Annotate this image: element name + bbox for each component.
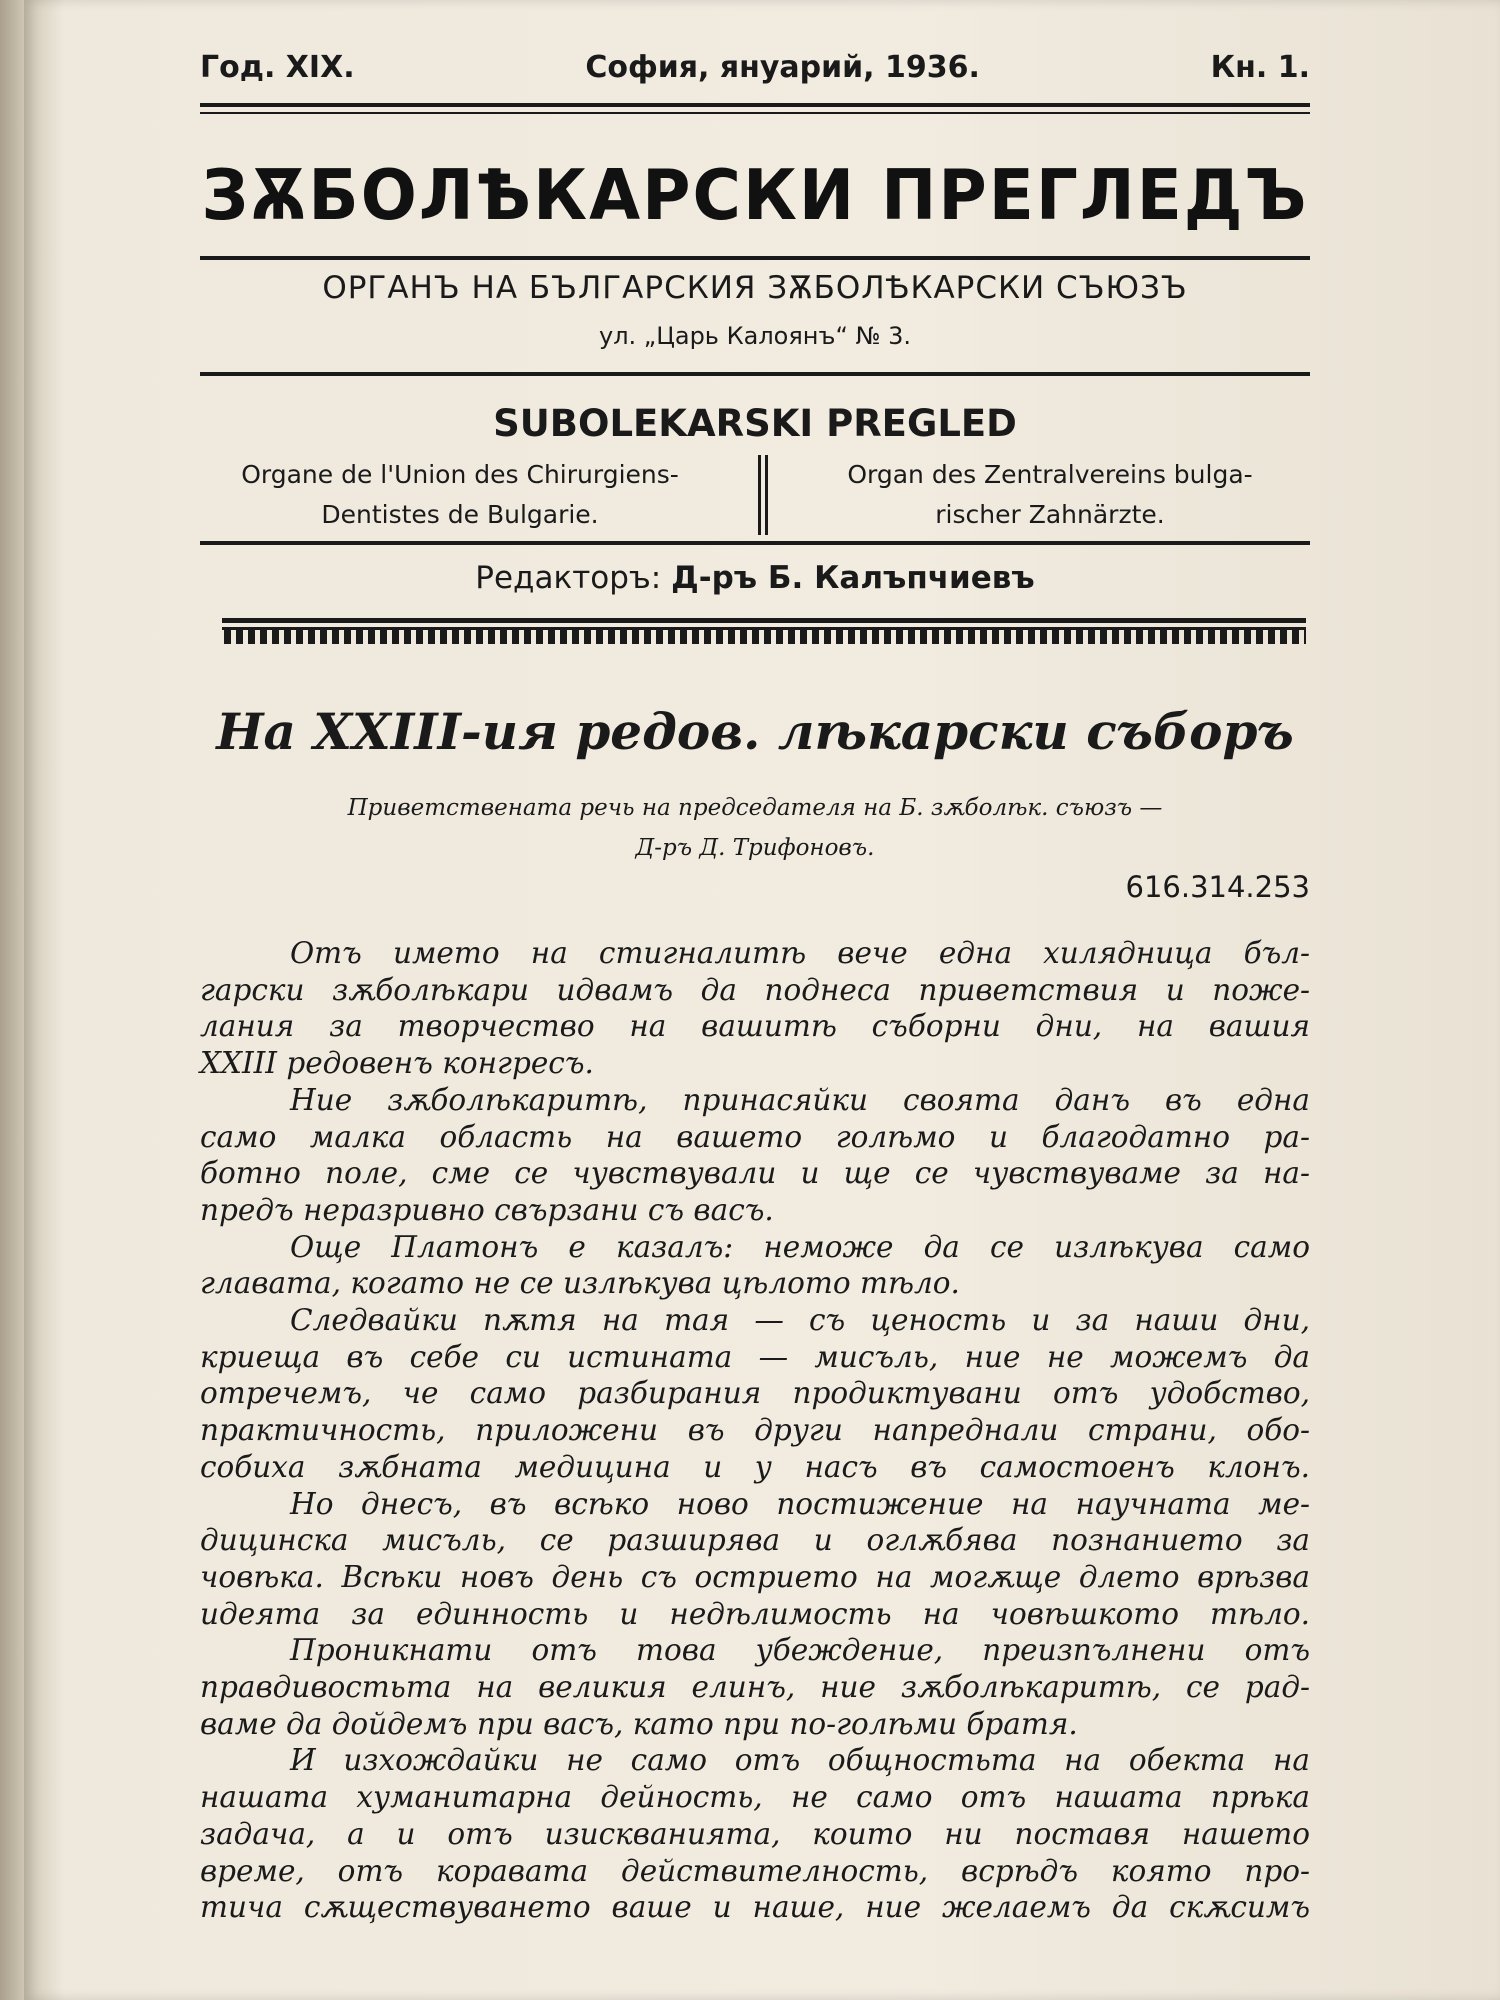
organ-french (200, 455, 720, 535)
body-line: XXIII редовенъ конгресъ. (200, 1046, 594, 1081)
body-line: ваме да дойдемъ при васъ, като при по-голѣми братя. (200, 1706, 1078, 1741)
organ-german-line-1: Organ des Zentralvereins bulga- (847, 460, 1253, 489)
article-title: На XXIII-ия редов. лѣкарски съборъ (216, 702, 1294, 761)
body-line: време, отъ коравата действителность, всрѣдъ която про- (200, 1853, 1310, 1888)
issue-place-date: София, януарий, 1936. (585, 50, 980, 85)
organ-german-line-2: rischer Zahnärzte. (935, 500, 1165, 529)
editor-rule (200, 541, 1310, 545)
top-rule-thin (200, 112, 1310, 114)
body-line: Още Платонъ е казалъ: неможе да се излѣкува само (290, 1229, 1310, 1264)
article-subtitle (200, 788, 1310, 868)
address-line: ул. „Царь Калоянъ“ № 3. (599, 322, 911, 350)
editor-label: Редакторъ: (475, 560, 662, 596)
issue-meta-line (200, 50, 1310, 90)
book-spine (0, 0, 24, 2000)
body-line: правдивостьта на великия елинъ, ние зѫболѣкаритѣ, се рад- (200, 1670, 1310, 1705)
body-line: нашата хуманитарна дейность, не само отъ нашата прѣка (200, 1780, 1310, 1815)
body-line: Но днесъ, въ всѣко ново постижение на научната ме- (290, 1486, 1310, 1521)
body-line: Ние зѫболѣкаритѣ, принасяйки своята данъ въ една (290, 1082, 1310, 1117)
body-line: тича сѫществуването ваше и наше, ние желаемъ да скѫсимъ (200, 1890, 1310, 1925)
organ-french-line-2: Dentistes de Bulgarie. (321, 500, 599, 529)
top-rule-thick (200, 103, 1310, 107)
body-line: предъ неразривно свързани съ васъ. (200, 1192, 774, 1227)
body-line: Проникнати отъ това убеждение, преизпълнени отъ (290, 1633, 1310, 1668)
body-line: лания за творчество на вашитѣ съборни дни, на вашия (200, 1009, 1310, 1044)
article-subtitle-line-1: Приветствената речь на председателя на Б. зѫболѣк. съюзъ — (347, 795, 1163, 821)
editor-name: Д-ръ Б. Калъпчиевъ (671, 560, 1035, 596)
address-rule (200, 372, 1310, 376)
body-line: отречемъ, че само разбирания продиктувани отъ удобство, (200, 1376, 1310, 1411)
issue-year: Год. XIX. (200, 50, 355, 85)
issue-book-number: Кн. 1. (1210, 50, 1310, 85)
body-line: гарски зѫболѣкари идвамъ да поднеса приветствия и поже- (200, 972, 1310, 1007)
article-body (200, 935, 1310, 1926)
editor-line (200, 560, 1310, 596)
organ-german (790, 455, 1310, 535)
body-line: главата, когато не се излѣкува цѣлото тѣло. (200, 1266, 960, 1301)
body-line: идеята за единность и недѣлимость на човѣшкото тѣло. (200, 1596, 1310, 1631)
udc-code: 616.314.253 (1125, 870, 1310, 904)
latin-title: SUBOLEKARSKI PREGLED (493, 402, 1017, 445)
journal-title: ЗѪБОЛѢКАРСКИ ПРЕГЛЕДЪ (201, 155, 1309, 236)
body-line: ботно поле, сме се чувствували и ще се чувствуваме за на- (200, 1156, 1310, 1191)
organ-line: ОРГАНЪ НА БЪЛГАРСКИЯ ЗѪБОЛѢКАРСКИ СЪЮЗЪ (322, 270, 1188, 306)
body-line: човѣка. Всѣки новъ день съ острието на могѫще длето врѣзва (200, 1559, 1310, 1594)
body-line: задача, а и отъ изискванията, които ни поставя нашето (200, 1816, 1310, 1851)
body-line: дицинска мисъль, се разширява и оглѫбява познанието за (200, 1523, 1310, 1558)
organ-french-line-1: Organe de l'Union des Chirurgiens- (241, 460, 679, 489)
body-line: само малка область на вашето голѣмо и благодатно ра- (200, 1119, 1310, 1154)
foreign-organ-lines (200, 455, 1310, 535)
body-line: практичность, приложени въ други напреднали страни, обо- (200, 1413, 1310, 1448)
body-line: криеща въ себе си истината — мисъль, ние не можемъ да (200, 1339, 1310, 1374)
body-line: И изхождайки не само отъ общностьта на обекта на (290, 1743, 1310, 1778)
body-line: Отъ името на стигналитѣ вече една хилядница бъл- (290, 936, 1310, 970)
title-rule (200, 256, 1310, 260)
body-line: собиха зѫбната медицина и у насъ въ самостоенъ клонъ. (200, 1449, 1310, 1484)
body-line: Следвайки пѫтя на тая — съ ценость и за наши дни, (290, 1303, 1310, 1338)
article-subtitle-line-2: Д-ръ Д. Трифоновъ. (635, 835, 875, 861)
ornamental-border (222, 618, 1306, 648)
double-separator (758, 455, 768, 535)
